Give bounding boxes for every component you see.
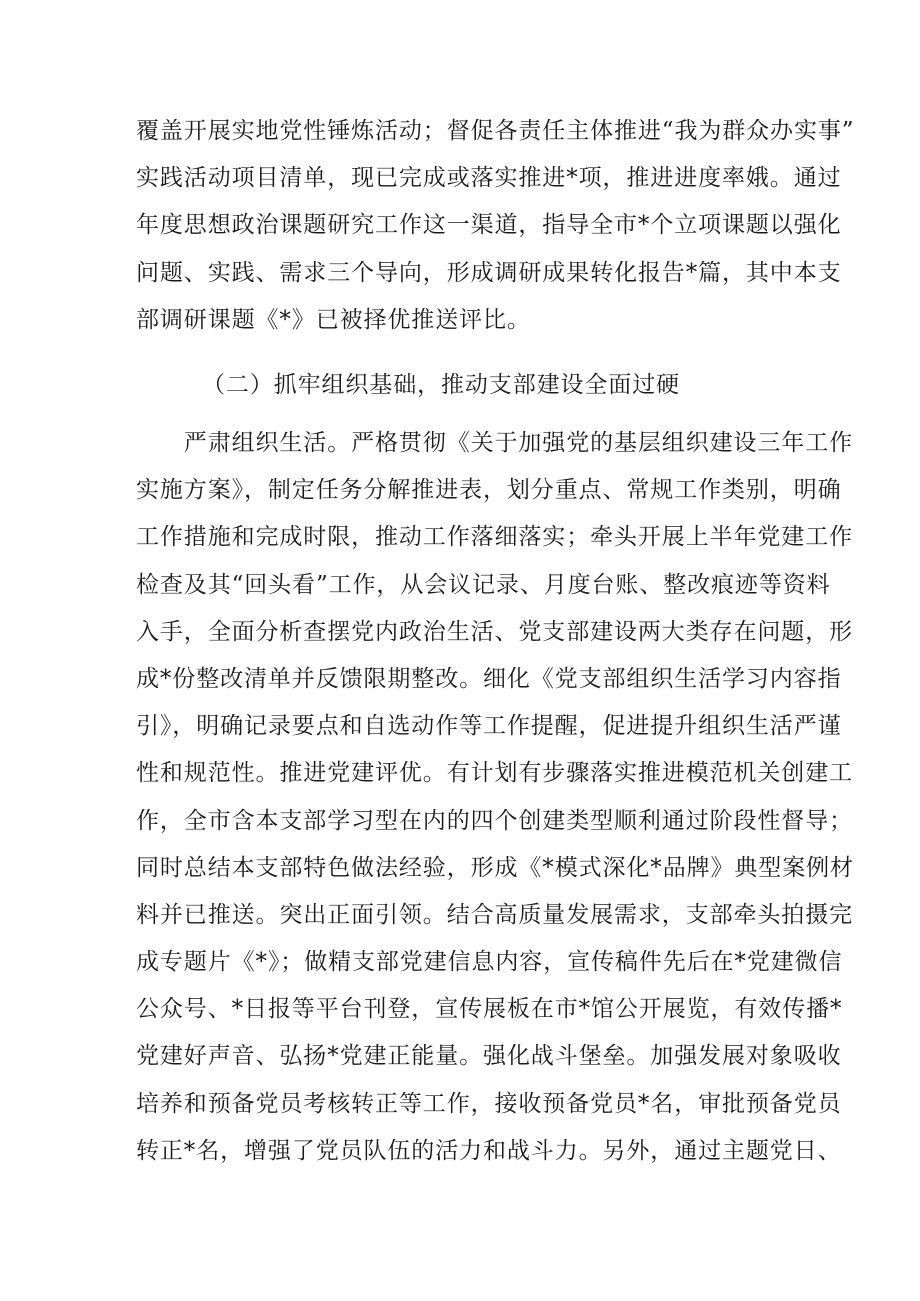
paragraph-line: 引》，明确记录要点和自选动作等工作提醒，促进提升组织生活严谨 (136, 713, 842, 740)
paragraph-line: 公众号、*日报等平台刊登，宣传展板在市*馆公开展览，有效传播* (136, 996, 843, 1023)
paragraph-line: 转正*名，增强了党员队伍的活力和战斗力。另外，通过主题党日、 (136, 1137, 842, 1164)
paragraph-line: 覆盖开展实地党性锤炼活动；督促各责任主体推进“我为群众办实事” (136, 118, 855, 144)
paragraph-line: 性和规范性。推进党建评优。有计划有步骤落实推进模范机关创建工 (136, 760, 853, 787)
paragraph-line: 同时总结本支部特色做法经验，形成《*模式深化*品牌》典型案例材 (136, 854, 854, 881)
continuation-paragraph (136, 108, 855, 344)
paragraph-line: 工作措施和完成时限，推动工作落细落实；牵头开展上半年党建工作 (136, 524, 853, 551)
paragraph-line: 成专题片《*》；做精支部党建信息内容，宣传稿件先后在*党建微信 (136, 949, 843, 976)
paragraph-line: 年度思想政治课题研究工作这一渠道，指导全市*个立项课题以强化 (136, 212, 842, 239)
paragraph-line: 培养和预备党员考核转正等工作，接收预备党员*名，审批预备党员 (136, 1090, 842, 1117)
paragraph-line: 成*份整改清单并反馈限期整改。细化《党支部组织生活学习内容指 (136, 665, 842, 692)
paragraph-line: 党建好声音、弘扬*党建正能量。强化战斗堡垒。加强发展对象吸收 (136, 1043, 842, 1070)
section-heading (202, 362, 862, 409)
paragraph-line: 问题、实践、需求三个导向，形成调研成果转化报告*篇，其中本支 (136, 259, 842, 286)
paragraph-line: 料并已推送。突出正面引领。结合高质量发展需求，支部牵头拍摄完 (136, 901, 853, 928)
paragraph-line: 严肃组织生活。严格贯彻《关于加强党的基层组织建设三年工作 (136, 430, 853, 456)
paragraph-line: 入手，全面分析查摆党内政治生活、党支部建设两大类存在问题，形 (136, 618, 853, 645)
section-heading-text: （二）抓牢组织基础，推动支部建设全面过硬 (202, 372, 680, 398)
body-paragraph (136, 420, 854, 1175)
paragraph-line: 实践活动项目清单，现已完成或落实推进*项，推进进度率娥。通过 (136, 165, 842, 192)
paragraph-line: 部调研课题《*》已被择优推送评比。 (136, 306, 531, 333)
paragraph-line: 作，全市含本支部学习型在内的四个创建类型顺利通过阶段性督导； (136, 807, 853, 834)
paragraph-line: 检查及其“回头看”工作，从会议记录、月度台账、整改痕迹等资料 (136, 571, 831, 598)
paragraph-line: 实施方案》，制定任务分解推进表，划分重点、常规工作类别，明确 (136, 477, 842, 504)
